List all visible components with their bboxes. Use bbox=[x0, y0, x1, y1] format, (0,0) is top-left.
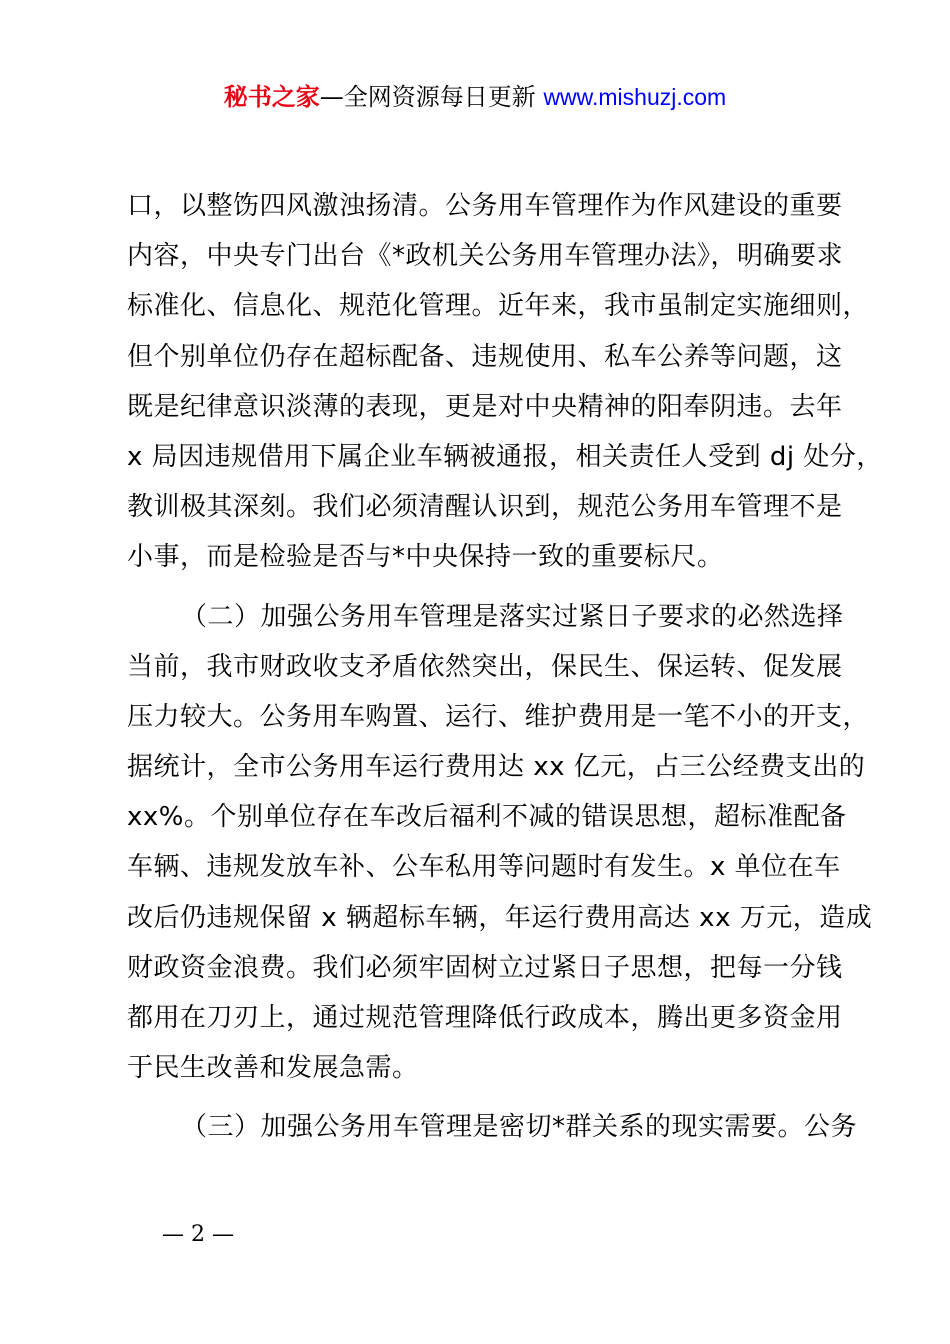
body-line: 小事，而是检验是否与*中央保持一致的重要标尺。 bbox=[127, 542, 724, 573]
document-body bbox=[127, 181, 883, 1153]
body-line: 但个别单位仍存在超标配备、违规使用、私车公养等问题，这 bbox=[127, 341, 843, 372]
body-line: 改后仍违规保留 x 辆超标车辆，年运行费用高达 xx 万元，造成 bbox=[127, 902, 873, 933]
body-line: 压力较大。公务用车购置、运行、维护费用是一笔不小的开支， bbox=[127, 701, 870, 732]
header-slogan: —全网资源每日更新 bbox=[319, 83, 544, 111]
body-line: 教训极其深刻。我们必须清醒认识到，规范公务用车管理不是 bbox=[127, 492, 843, 523]
body-line: 内容，中央专门出台《*政机关公务用车管理办法》，明确要求 bbox=[127, 241, 844, 272]
body-line: 标准化、信息化、规范化管理。近年来，我市虽制定实施细则， bbox=[127, 291, 870, 322]
body-line: x 局因违规借用下属企业车辆被通报，相关责任人受到 dj 处分， bbox=[127, 441, 883, 472]
body-line: 财政资金浪费。我们必须牢固树立过紧日子思想，把每一分钱 bbox=[127, 952, 843, 983]
body-line: 既是纪律意识淡薄的表现，更是对中央精神的阳奉阴违。去年 bbox=[127, 391, 843, 422]
brand-name: 秘书之家 bbox=[223, 83, 320, 111]
body-line: 当前，我市财政收支矛盾依然突出，保民生、保运转、促发展 bbox=[127, 651, 843, 682]
body-line: 于民生改善和发展急需。 bbox=[127, 1053, 419, 1084]
body-line: 据统计，全市公务用车运行费用达 xx 亿元，占三公经费支出的 bbox=[127, 752, 866, 783]
section-heading: （二）加强公务用车管理是落实过紧日子要求的必然选择 bbox=[181, 601, 844, 632]
body-line: 都用在刀刃上，通过规范管理降低行政成本，腾出更多资金用 bbox=[127, 1003, 843, 1033]
section-heading: （三）加强公务用车管理是密切*群关系的现实需要。公务 bbox=[181, 1112, 858, 1143]
document-header bbox=[0, 80, 950, 114]
website-url[interactable]: www.mishuzj.com bbox=[543, 84, 727, 110]
body-line: 车辆、违规发放车补、公车私用等问题时有发生。x 单位在车 bbox=[127, 852, 841, 883]
body-line: xx%。个别单位存在车改后福利不减的错误思想，超标准配备 bbox=[127, 802, 847, 833]
page-number: — 2 — bbox=[162, 1222, 234, 1247]
body-line: 口，以整饬四风激浊扬清。公务用车管理作为作风建设的重要 bbox=[127, 191, 843, 221]
